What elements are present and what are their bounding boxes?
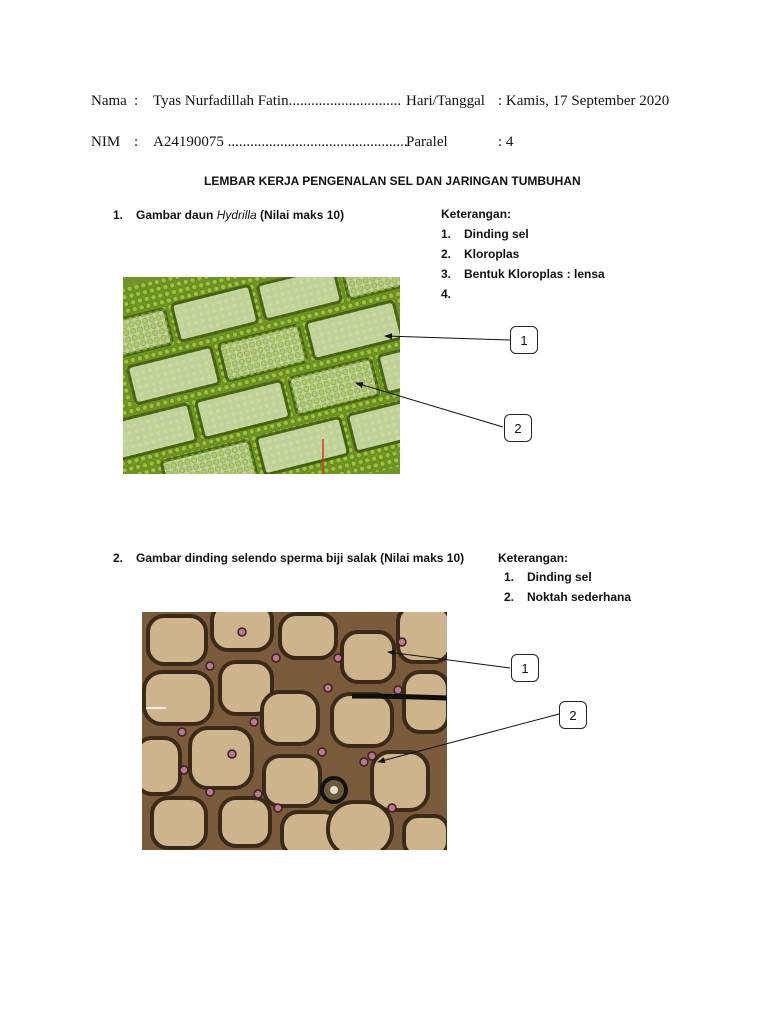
section2-number: 2. [113, 551, 124, 565]
callout-1: 1 [510, 326, 538, 354]
page-title: LEMBAR KERJA PENGENALAN SEL DAN JARINGAN TUMBUHAN [204, 174, 581, 188]
callout-2: 2 [559, 701, 587, 729]
hari-label: Hari/Tanggal [406, 93, 485, 109]
paralel-label: Paralel [406, 134, 448, 150]
list-item: 2. Kloroplas [441, 247, 520, 261]
nama-colon: : [134, 93, 139, 109]
section2-heading: Gambar dinding selendo sperma biji salak (Nilai maks 10) [136, 551, 465, 565]
hari-value: : Kamis, 17 September 2020 [498, 93, 670, 109]
section1-number: 1. [113, 208, 124, 222]
section1-heading-italic: Hydrilla [216, 208, 257, 222]
section2-keterangan-list [504, 567, 631, 607]
paralel-value: : 4 [498, 134, 514, 150]
nama-value: Tyas Nurfadillah Fatin.............................. [153, 93, 402, 109]
list-item: 4. [441, 287, 452, 301]
callout-1: 1 [511, 654, 539, 682]
list-item: 1. Dinding sel [441, 227, 529, 241]
nim-label: NIM [91, 134, 121, 150]
nama-label: Nama [91, 93, 127, 109]
section1-heading-suffix: (Nilai maks 10) [256, 208, 345, 222]
nim-value: A24190075 ................................................ [153, 134, 408, 150]
list-item: 3. Bentuk Kloroplas : lensa [441, 267, 605, 281]
section2-keterangan-label: Keterangan: [498, 551, 569, 565]
nim-colon: : [134, 134, 139, 150]
list-item: 1. Dinding sel [504, 570, 592, 584]
section1-heading-prefix: Gambar daun [136, 208, 217, 222]
list-item: 2. Noktah sederhana [504, 590, 632, 604]
callout-2: 2 [504, 414, 532, 442]
section1-keterangan-label: Keterangan: [441, 207, 512, 221]
